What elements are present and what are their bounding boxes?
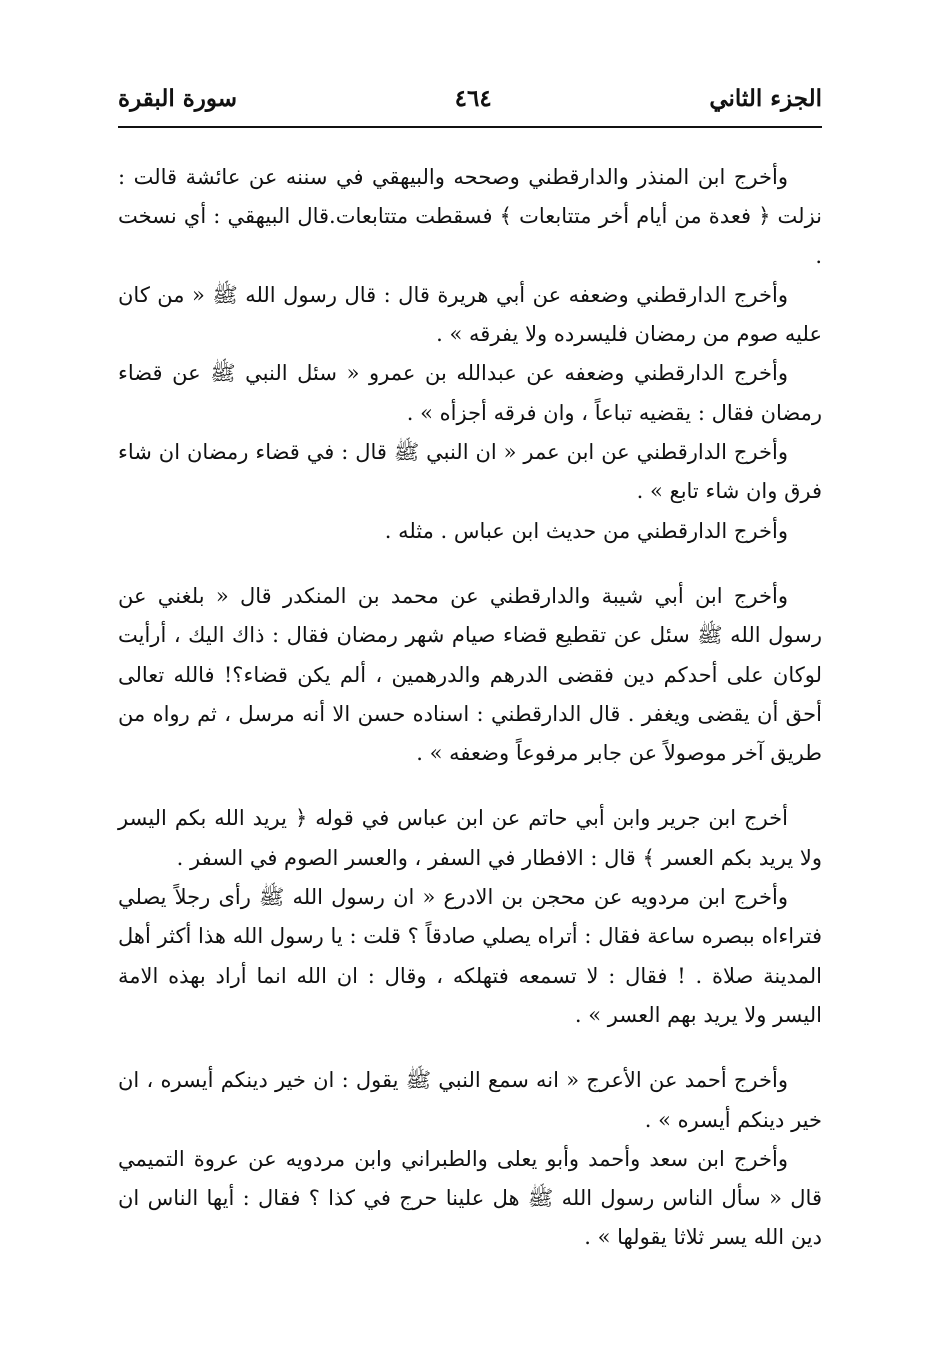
paragraph: وأخرج ابن سعد وأحمد وأبو يعلى والطبراني وابن مردويه عن عروة التميمي قال « سأل الناس رسول الله ﷺ هل علينا حرج في كذا ؟ فقال : أيها الناس ان دين الله يسر ثلاثا يقولها » .	[118, 1146, 822, 1250]
paragraph: وأخرج الدارقطني من حديث ابن عباس . مثله .	[384, 518, 788, 543]
page-header	[118, 78, 822, 118]
surah-name: سورة البقرة	[118, 84, 238, 112]
paragraph: وأخرج الدارقطني عن ابن عمر « ان النبي ﷺ قال : في قضاء رمضان ان شاء فرق وان شاء تابع » .	[118, 440, 822, 504]
volume-label: الجزء الثاني	[709, 84, 822, 112]
header-divider	[118, 126, 822, 128]
paragraph: وأخرج أحمد عن الأعرج « انه سمع النبي ﷺ يقول : ان خير دينكم أيسره ، ان خير دينكم أيسره » .	[118, 1068, 822, 1132]
paragraph: وأخرج الدارقطني وضعفه عن أبي هريرة قال : قال رسول الله ﷺ « من كان عليه صوم من رمضان فليسرده ولا يفرقه » .	[118, 282, 822, 347]
page-body	[118, 158, 822, 1258]
paragraph: وأخرج ابن أبي شيبة والدارقطني عن محمد بن المنكدر قال « بلغني عن رسول الله ﷺ سئل عن تقطيع قضاء صيام شهر رمضان فقال : ذاك اليك ، أرأيت لوكان على أحدكم دين فقضى الدرهم والدرهمين ، ألم يكن قضاء؟! فالله تعالى أحق أن يقضى ويغفر . قال الدارقطني : اسناده حسن الا أنه مرسل ، ثم رواه من طريق آخر موصولاً عن جابر مرفوعاً وضعفه » .	[118, 583, 822, 766]
page-number: ٤٦٤	[454, 84, 492, 112]
paragraph: وأخرج ابن مردويه عن محجن بن الادرع « ان رسول الله ﷺ رأى رجلاً يصلي فتراءاه ببصره ساعة فقال : أتراه يصلي صادقاً ؟ قلت : يا رسول الله هذا أكثر أهل المدينة صلاة . ! فقال : لا تسمعه فتهلكه ، وقال : ان الله انما أراد بهذه الامة اليسر ولا يريد بهم العسر » .	[118, 885, 822, 1027]
paragraph: وأخرج ابن المنذر والدارقطني وصححه والبيهقي في سننه عن عائشة قالت : نزلت ﴿ فعدة من أيام أخر متتابعات ﴾ فسقطت متتابعات.قال البيهقي : أي نسخت .	[118, 165, 822, 268]
paragraph: أخرج ابن جرير وابن أبي حاتم عن ابن عباس في قوله ﴿ يريد الله بكم اليسر ولا يريد بكم العسر ﴾ قال : الافطار في السفر ، والعسر الصوم في السفر .	[118, 806, 822, 870]
paragraph: وأخرج الدارقطني وضعفه عن عبدالله بن عمرو « سئل النبي ﷺ عن قضاء رمضان فقال : يقضيه تباعاً ، وان فرقه أجزأه » .	[118, 361, 822, 425]
